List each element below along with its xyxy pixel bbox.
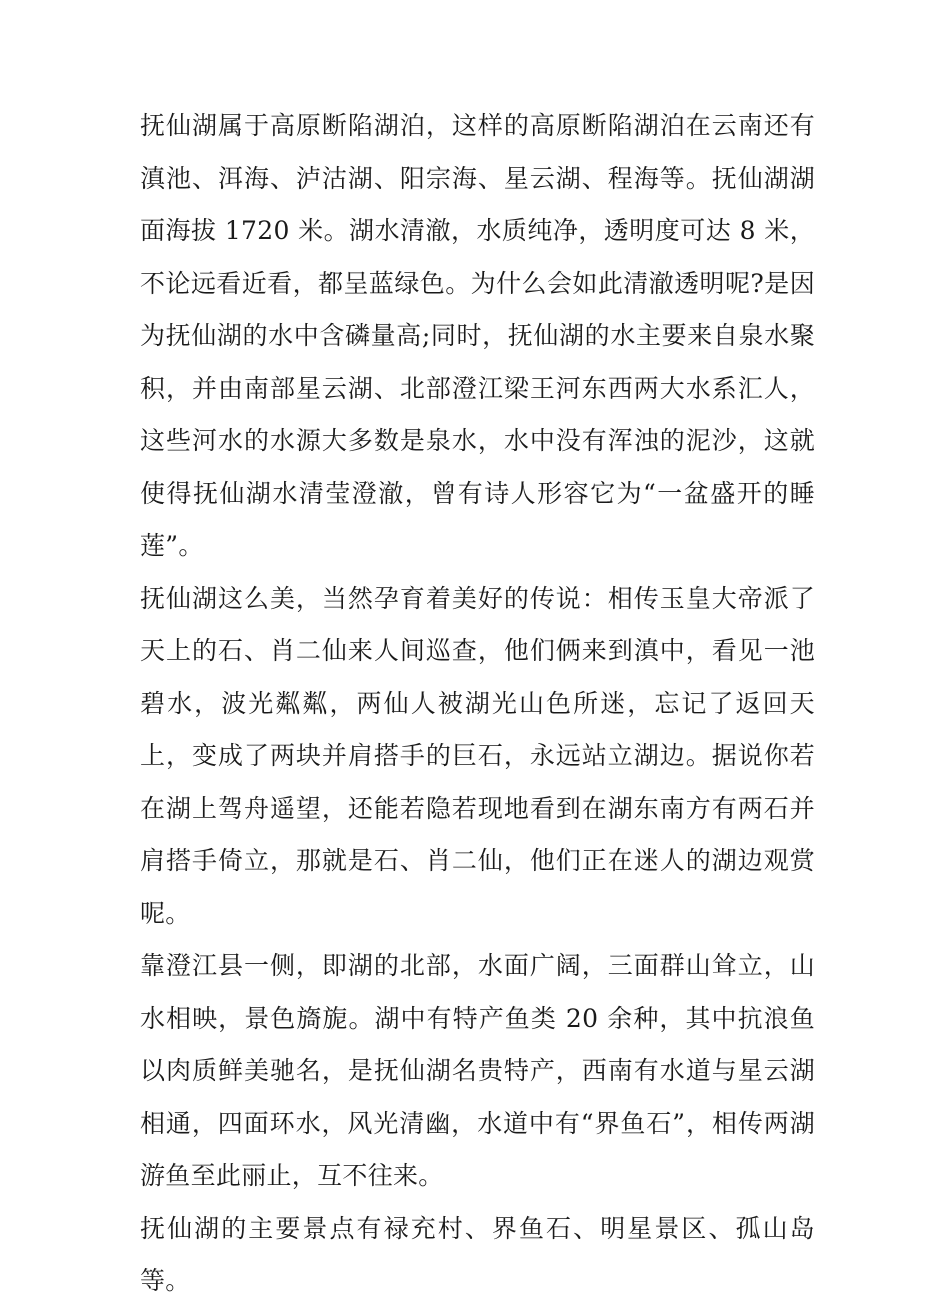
- paragraph-legend: 抚仙湖这么美，当然孕育着美好的传说：相传玉皇大帝派了天上的石、肖二仙来人间巡查，他们俩来到滇中，看见一池碧水，波光粼粼，两仙人被湖光山色所迷，忘记了返回天上，变成了两块并肩搭手的巨石，永远站立湖边。据说你若在湖上驾舟遥望，还能若隐若现地看到在湖东南方有两石并肩搭手倚立，那就是石、肖二仙，他们正在迷人的湖边观赏呢。: [140, 583, 815, 928]
- paragraph-north-shore: 靠澄江县一侧，即湖的北部，水面广阔，三面群山耸立，山水相映，景色旖旎。湖中有特产鱼类 20 余种，其中抗浪鱼以肉质鲜美驰名，是抚仙湖名贵特产，西南有水道与星云湖相通，四面环水，风光清幽，水道中有“界鱼石”，相传两湖游鱼至此丽止，互不往来。: [140, 951, 815, 1190]
- paragraph-attractions: 抚仙湖的主要景点有禄充村、界鱼石、明星景区、孤山岛等。: [140, 1213, 815, 1295]
- paragraph-lake-geology: 抚仙湖属于高原断陷湖泊，这样的高原断陷湖泊在云南还有滇池、洱海、泸沽湖、阳宗海、星云湖、程海等。抚仙湖湖面海拔 1720 米。湖水清澈，水质纯净，透明度可达 8 米，不论远看近看，都呈蓝绿色。为什么会如此清澈透明呢?是因为抚仙湖的水中含磷量高;同时，抚仙湖的水主要来自泉水聚积，并由南部星云湖、北部澄江梁王河东西两大水系汇人，这些河水的水源大多数是泉水，水中没有浑浊的泥沙，这就使得抚仙湖水清莹澄澈，曾有诗人形容它为“一盆盛开的睡莲”。: [140, 111, 815, 560]
- document-page: [140, 100, 815, 1308]
